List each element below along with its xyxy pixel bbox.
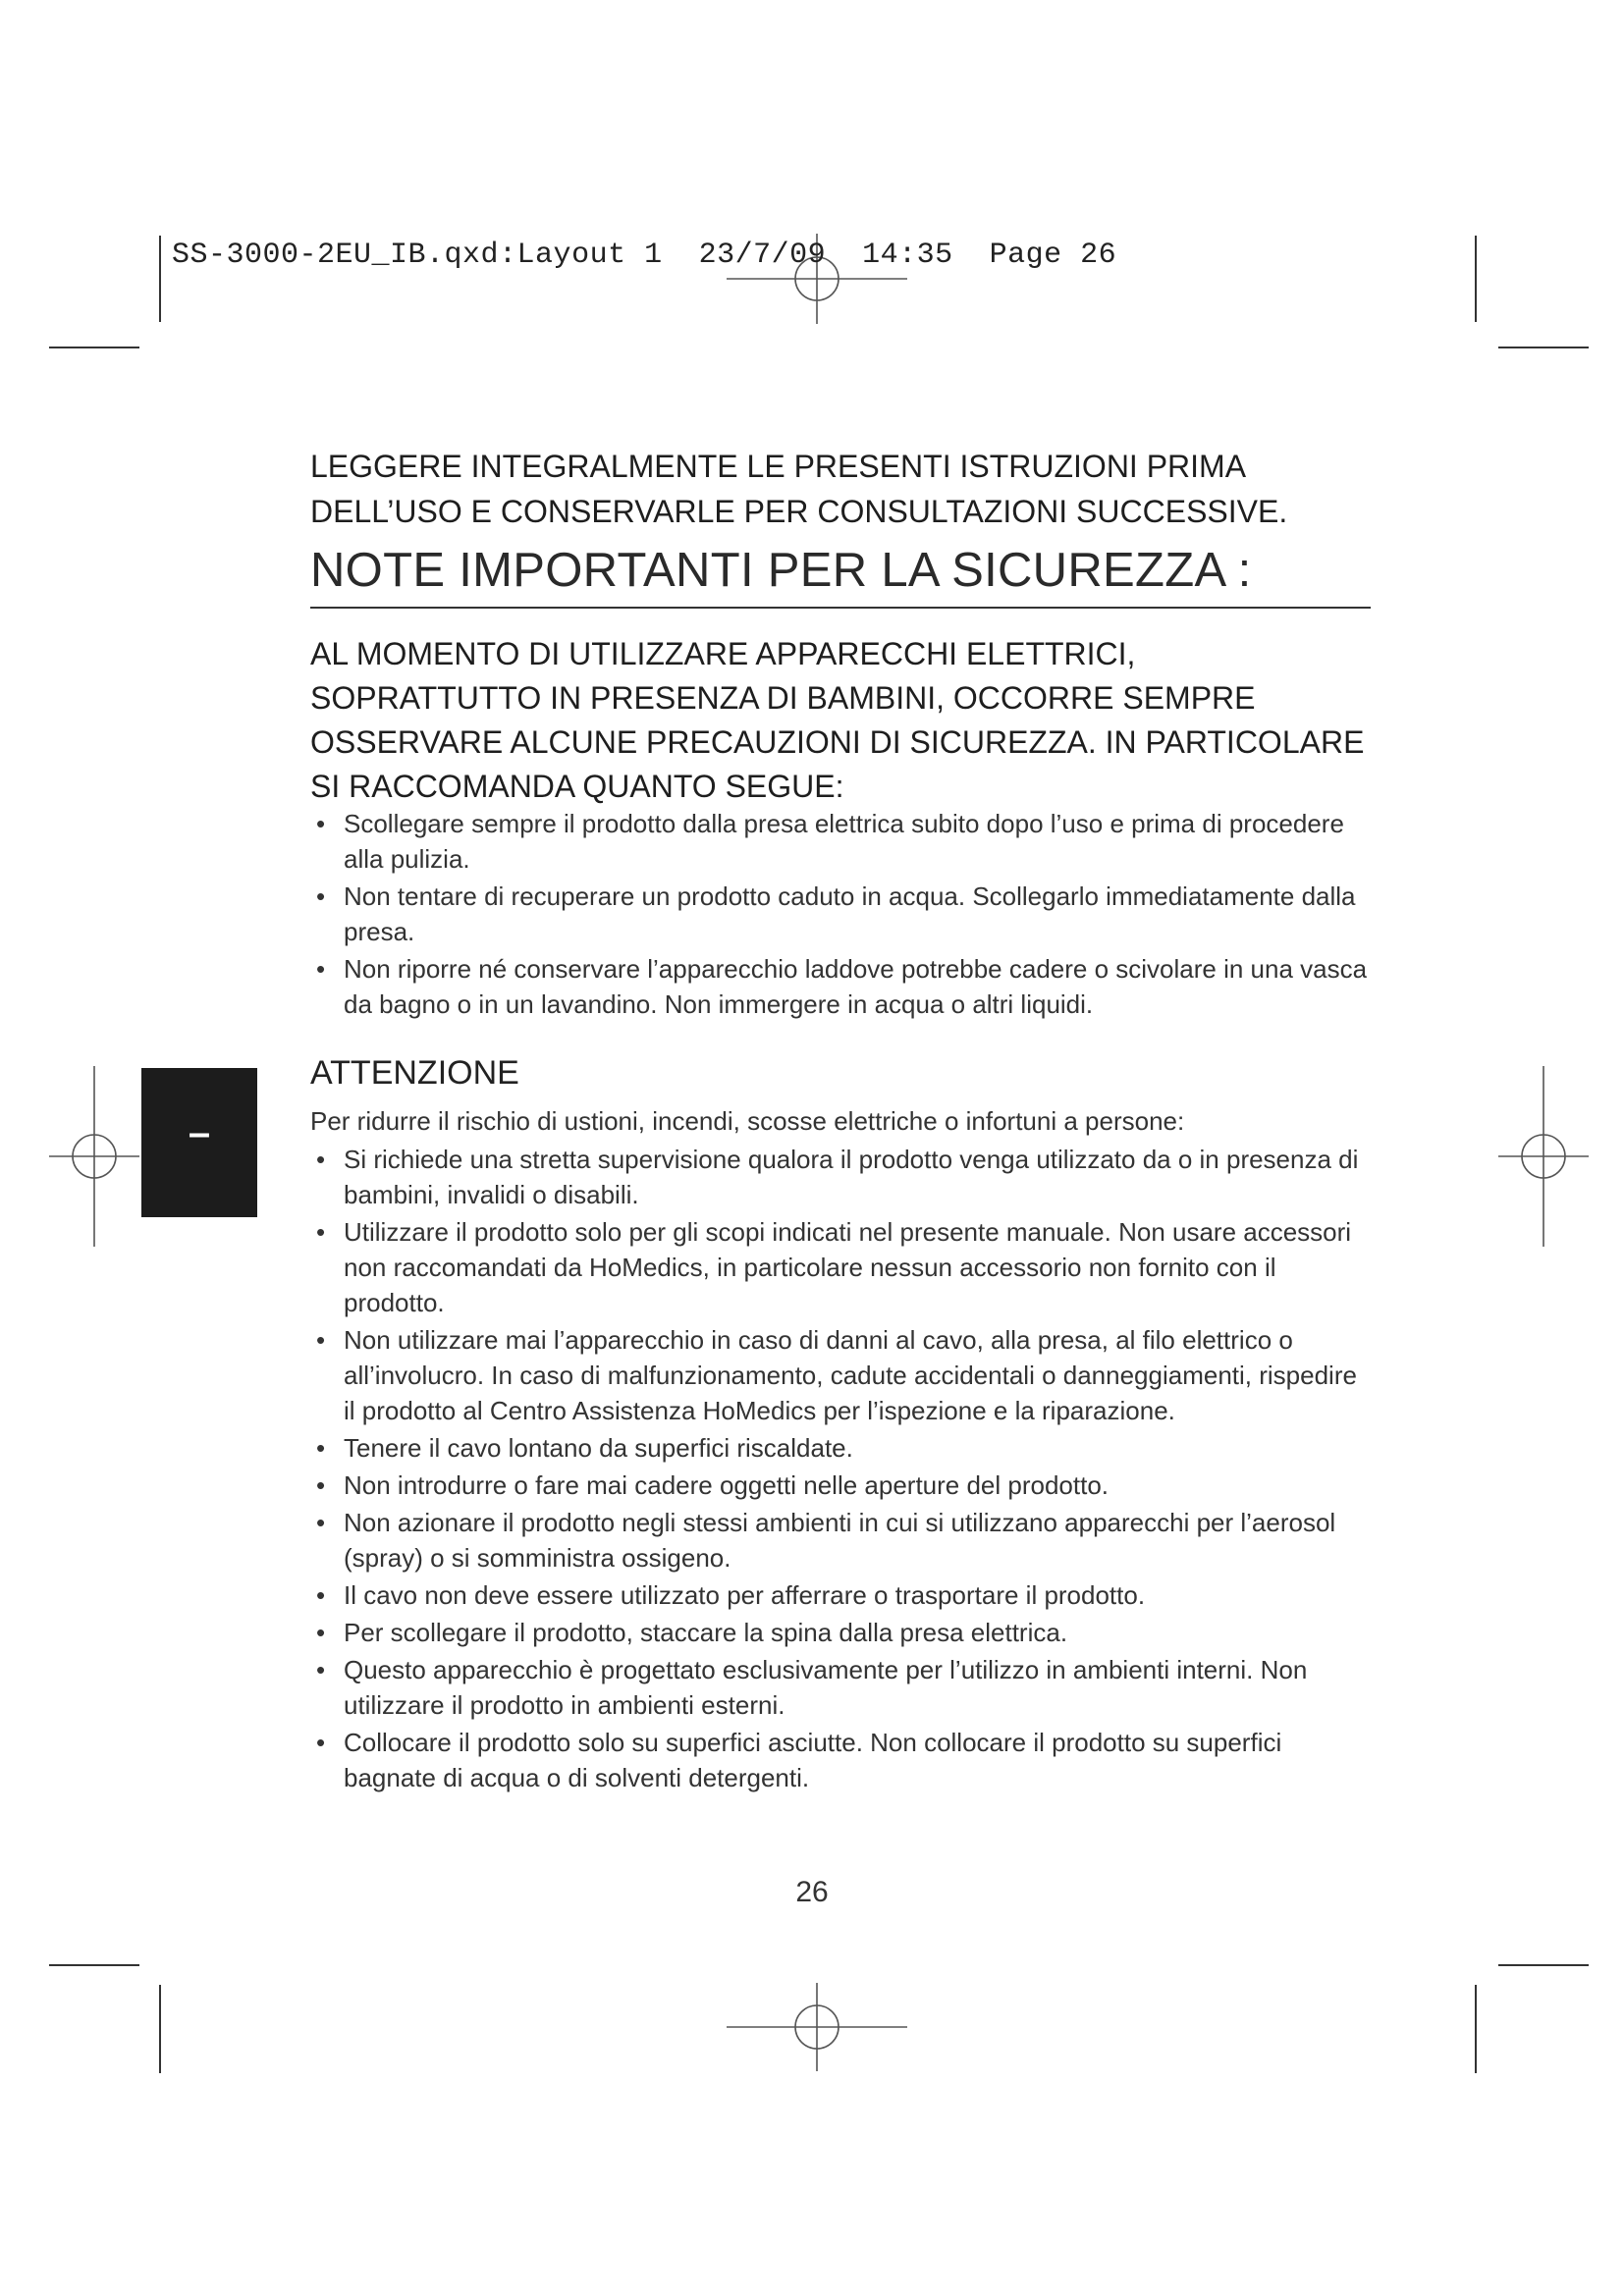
file-slug: SS-3000-2EU_IB.qxd:Layout 1 23/7/09 14:35 Page 26 (172, 239, 1117, 272)
attention-intro: Per ridurre il rischio di ustioni, incendi, scosse elettriche o infortuni a persone: (310, 1106, 1185, 1136)
list-item: • Non azionare il prodotto negli stessi ambienti in cui si utilizzano apparecchi per l’aerosol (spray) o si somministra ossigeno. (310, 1505, 1371, 1575)
language-tab-label: – (188, 1111, 211, 1154)
registration-mark-left (49, 1066, 139, 1247)
list-item: • Il cavo non deve essere utilizzato per afferrare o trasportare il prodotto. (310, 1577, 1371, 1613)
title-underline (310, 607, 1371, 609)
page-number: 26 (795, 1876, 829, 1908)
language-tab (141, 1068, 257, 1217)
registration-mark-bottom (727, 1983, 907, 2071)
list-item: • Scollegare sempre il prodotto dalla presa elettrica subito dopo l’uso e prima di procedere alla pulizia. (310, 806, 1371, 877)
list-item: • Tenere il cavo lontano da superfici riscaldate. (310, 1430, 1371, 1466)
intro-instruction: LEGGERE INTEGRALMENTE LE PRESENTI ISTRUZIONI PRIMA DELL’USO E CONSERVARLE PER CONSULTAZIONI SUCCESSIVE. (310, 449, 1288, 529)
attention-list (310, 1142, 1371, 1797)
list-item: • Si richiede una stretta supervisione qualora il prodotto venga utilizzato da o in presenza di bambini, invalidi o disabili. (310, 1142, 1371, 1212)
list-item: • Questo apparecchio è progettato esclusivamente per l’utilizzo in ambienti interni. Non utilizzare il prodotto in ambienti esterni. (310, 1652, 1371, 1723)
list-item: • Non tentare di recuperare un prodotto caduto in acqua. Scollegarlo immediatamente dalla presa. (310, 879, 1371, 949)
list-item: • Per scollegare il prodotto, staccare la spina dalla presa elettrica. (310, 1615, 1371, 1650)
warning-heading: AL MOMENTO DI UTILIZZARE APPARECCHI ELETTRICI, SOPRATTUTTO IN PRESENZA DI BAMBINI, OCCORRE SEMPRE OSSERVARE ALCUNE PRECAUZIONI DI SICUREZZA. IN PARTICOLARE SI RACCOMANDA QUANTO SEGUE: (310, 636, 1365, 804)
list-item: • Non riporre né conservare l’apparecchio laddove potrebbe cadere o scivolare in una vasca da bagno o in un lavandino. Non immergere in acqua o altri liquidi. (310, 951, 1371, 1022)
attention-title: ATTENZIONE (310, 1054, 519, 1092)
list-item: • Non introdurre o fare mai cadere oggetti nelle aperture del prodotto. (310, 1468, 1371, 1503)
safety-list (310, 806, 1371, 1024)
list-item: • Utilizzare il prodotto solo per gli scopi indicati nel presente manuale. Non usare accessori non raccomandati da HoMedics, in particolare nessun accessorio non fornito con il prodotto. (310, 1214, 1371, 1320)
list-item: • Collocare il prodotto solo su superfici asciutte. Non collocare il prodotto su superfici bagnate di acqua o di solventi detergenti. (310, 1725, 1371, 1795)
list-item: • Non utilizzare mai l’apparecchio in caso di danni al cavo, alla presa, al filo elettrico o all’involucro. In caso di malfunzionamento, cadute accidentali o danneggiamenti, rispedire il prodotto al Centro Assistenza HoMedics per l’ispezione e la riparazione. (310, 1322, 1371, 1428)
registration-mark-right (1498, 1066, 1589, 1247)
page-title: NOTE IMPORTANTI PER LA SICUREZZA : (310, 544, 1252, 597)
